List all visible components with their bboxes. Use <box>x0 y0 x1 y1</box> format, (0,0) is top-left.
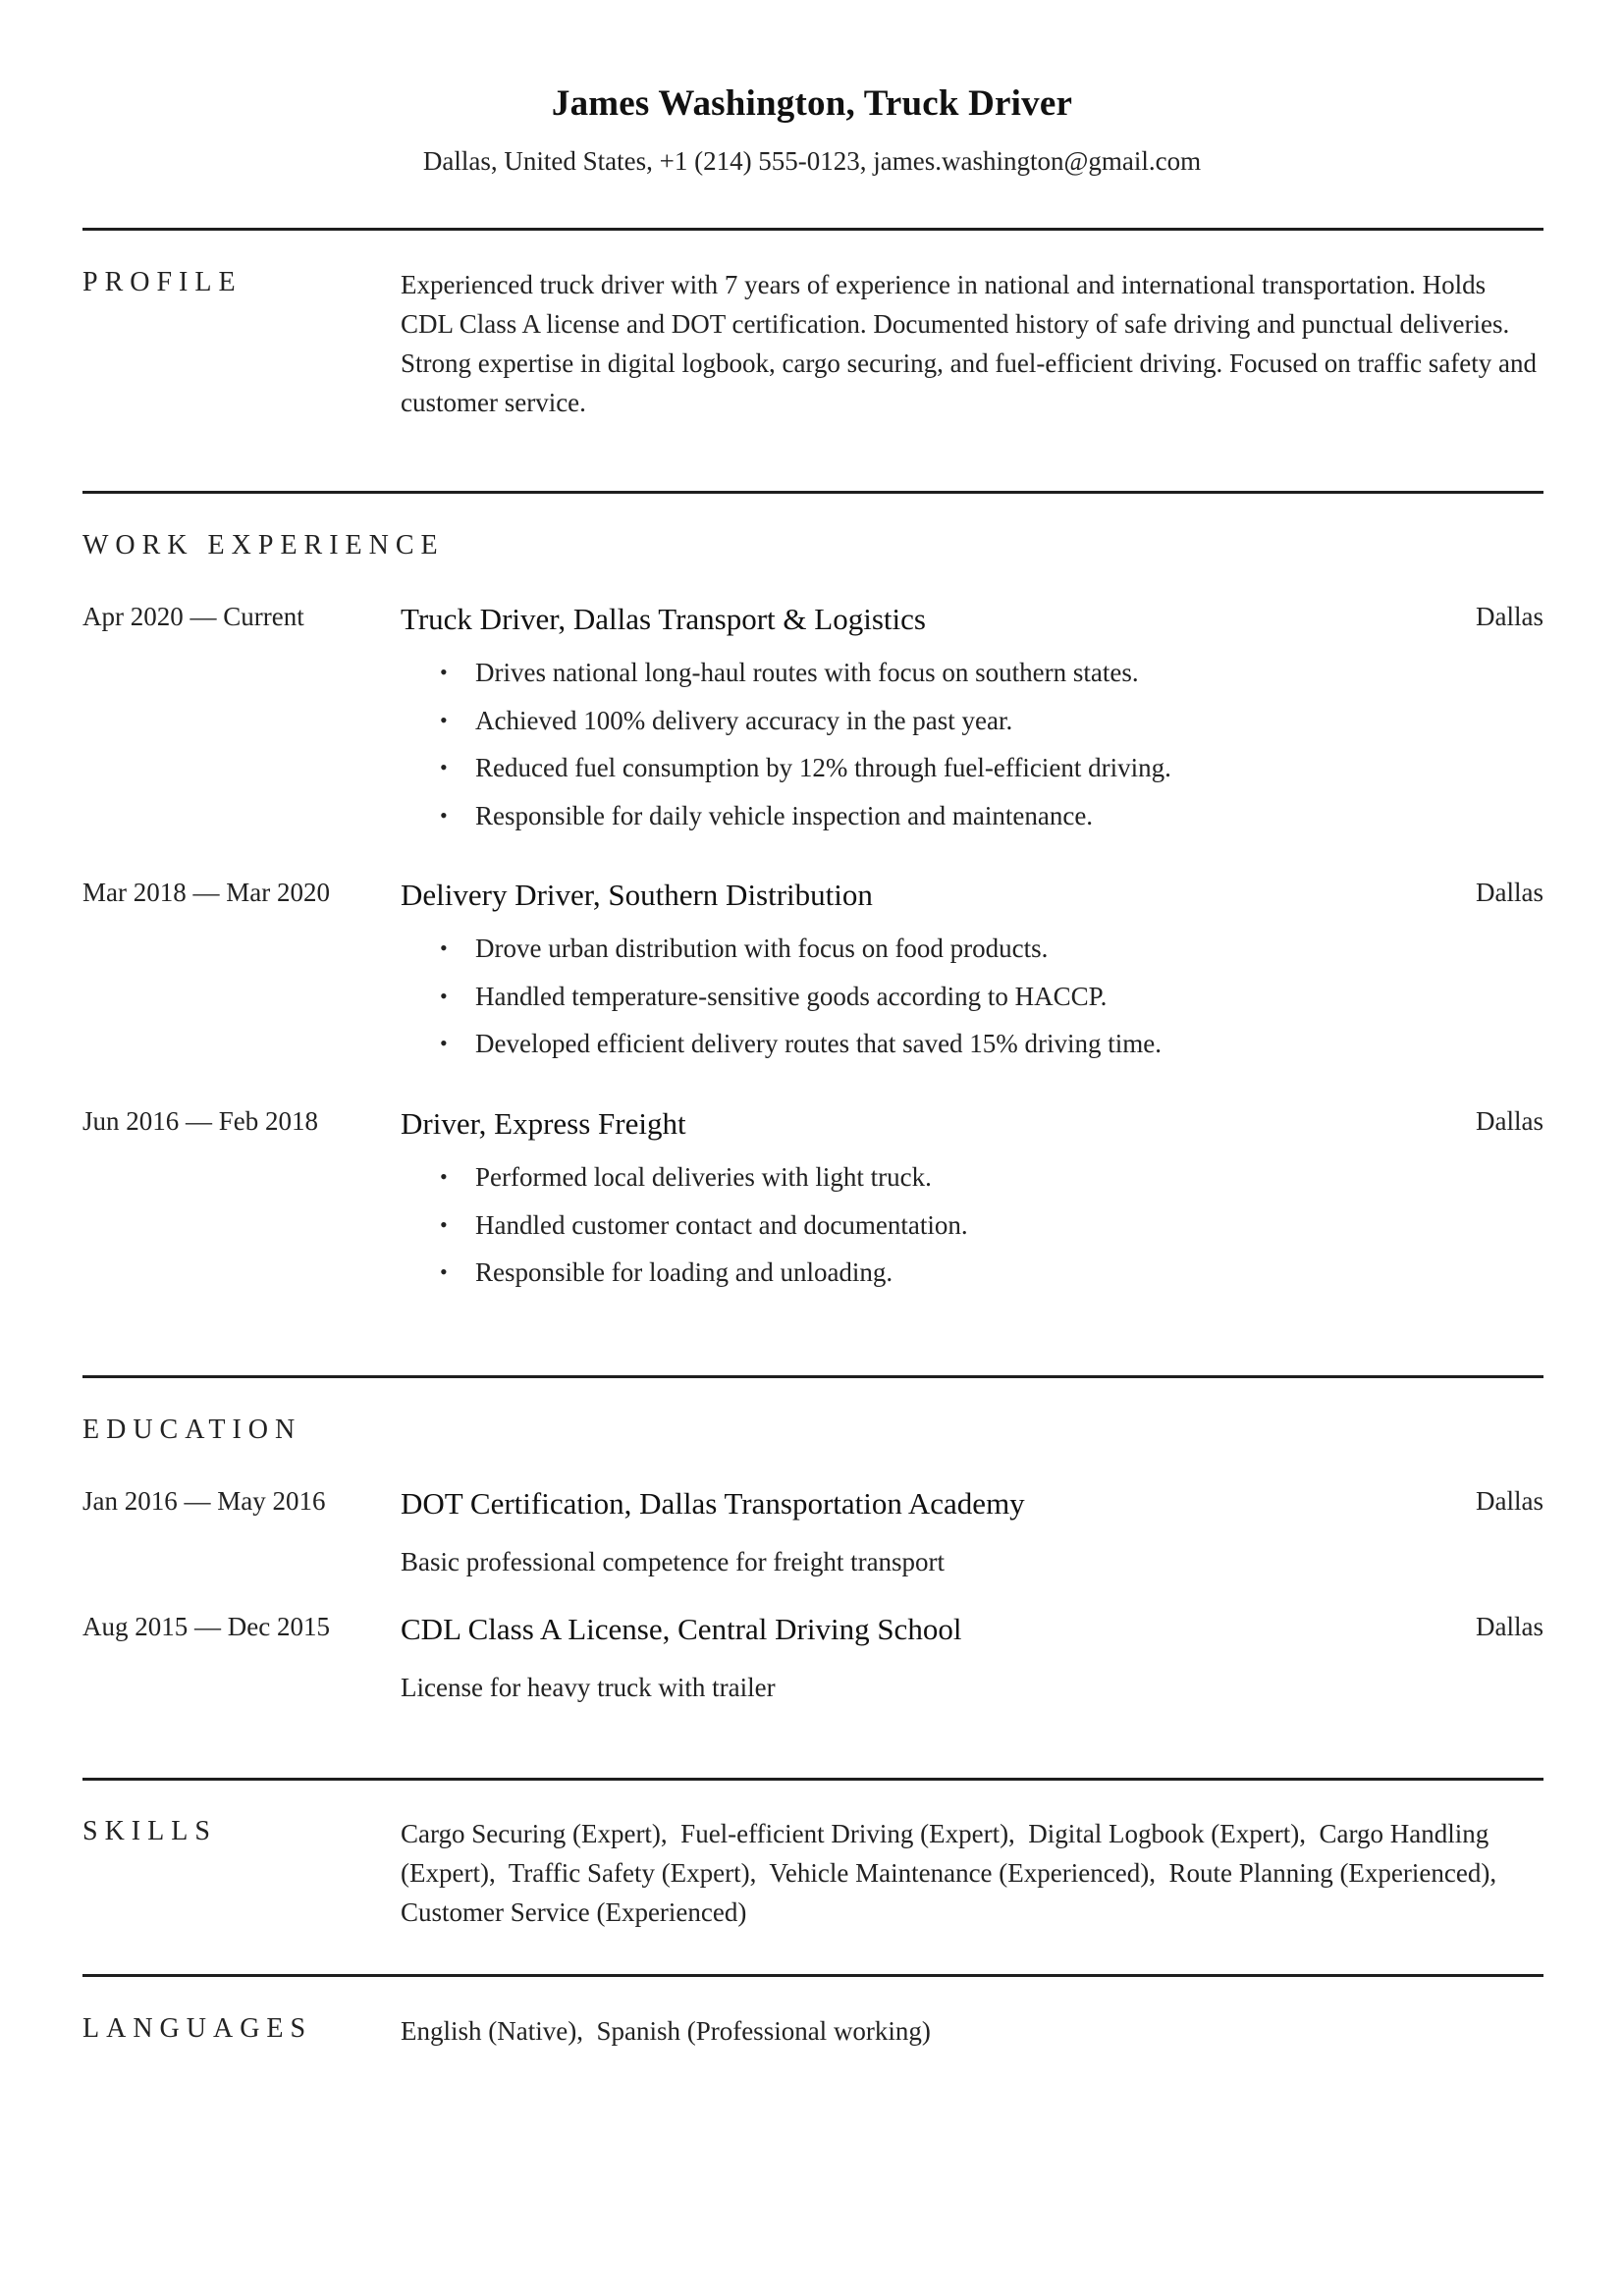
section-divider <box>82 1974 1543 1977</box>
education-dates: Aug 2015 — Dec 2015 <box>82 1612 330 1641</box>
section-divider <box>82 1375 1543 1378</box>
profile-text: Experienced truck driver with 7 years of experience in national and international transportation. Holds CDL Class A license and DOT certification. Documented history of safe driving and punctual deliveries. Strong expertise in digital logbook, cargo securing, and fuel-efficient driving. Focused on traffic safety and customer service. <box>401 270 1537 417</box>
resume-header <box>0 82 1624 177</box>
education-heading: EDUCATION <box>82 1415 302 1445</box>
job-bullet: • Achieved 100% delivery accuracy in the past year. <box>401 697 1481 745</box>
job-bullet: • Responsible for loading and unloading. <box>401 1249 1481 1297</box>
education-dates: Jan 2016 — May 2016 <box>82 1486 326 1516</box>
education-location: Dallas <box>1476 1612 1543 1641</box>
job-bullet: • Drives national long-haul routes with focus on southern states. <box>401 649 1481 697</box>
job-bullet: • Performed local deliveries with light truck. <box>401 1153 1481 1201</box>
job-title: Delivery Driver, Southern Distribution <box>401 878 873 912</box>
skills-heading: SKILLS <box>82 1816 217 1846</box>
job-bullets <box>401 649 1481 839</box>
job-dates: Apr 2020 — Current <box>82 602 304 631</box>
education-title: CDL Class A License, Central Driving School <box>401 1612 962 1646</box>
languages-list: English (Native), Spanish (Professional working) <box>401 2016 931 2046</box>
job-location: Dallas <box>1476 602 1543 631</box>
education-location: Dallas <box>1476 1486 1543 1516</box>
job-bullet: • Drove urban distribution with focus on food products. <box>401 925 1481 973</box>
skills-list: Cargo Securing (Expert), Fuel-efficient Driving (Expert), Digital Logbook (Expert), Cargo Handling (Expert), Traffic Safety (Expert), Vehicle Maintenance (Experienced), Route Planning (Experienced), Customer Service (Experienced) <box>401 1819 1510 1927</box>
job-bullet: • Responsible for daily vehicle inspection and maintenance. <box>401 792 1481 840</box>
job-bullet: • Reduced fuel consumption by 12% through fuel-efficient driving. <box>401 744 1481 792</box>
section-divider <box>82 491 1543 494</box>
job-dates: Jun 2016 — Feb 2018 <box>82 1106 319 1136</box>
job-bullet: • Handled customer contact and documentation. <box>401 1201 1481 1250</box>
job-bullet: • Developed efficient delivery routes that saved 15% driving time. <box>401 1020 1481 1068</box>
job-bullets <box>401 1153 1481 1297</box>
job-title: Truck Driver, Dallas Transport & Logistics <box>401 602 926 636</box>
education-description: Basic professional competence for freight transport <box>401 1547 946 1576</box>
languages-heading: LANGUAGES <box>82 2013 313 2044</box>
work-experience-heading: WORK EXPERIENCE <box>82 530 445 561</box>
job-bullets <box>401 925 1481 1068</box>
profile-heading: PROFILE <box>82 267 243 297</box>
education-description: License for heavy truck with trailer <box>401 1673 776 1702</box>
job-bullet: • Handled temperature-sensitive goods according to HACCP. <box>401 973 1481 1021</box>
job-title: Driver, Express Freight <box>401 1106 686 1141</box>
job-location: Dallas <box>1476 1106 1543 1136</box>
job-location: Dallas <box>1476 878 1543 907</box>
section-divider <box>82 228 1543 231</box>
job-dates: Mar 2018 — Mar 2020 <box>82 878 330 907</box>
contact-line: Dallas, United States, +1 (214) 555-0123, james.washington@gmail.com <box>422 146 1202 176</box>
section-divider <box>82 1778 1543 1781</box>
candidate-name: James Washington, Truck Driver <box>551 83 1073 124</box>
education-title: DOT Certification, Dallas Transportation Academy <box>401 1486 1025 1521</box>
